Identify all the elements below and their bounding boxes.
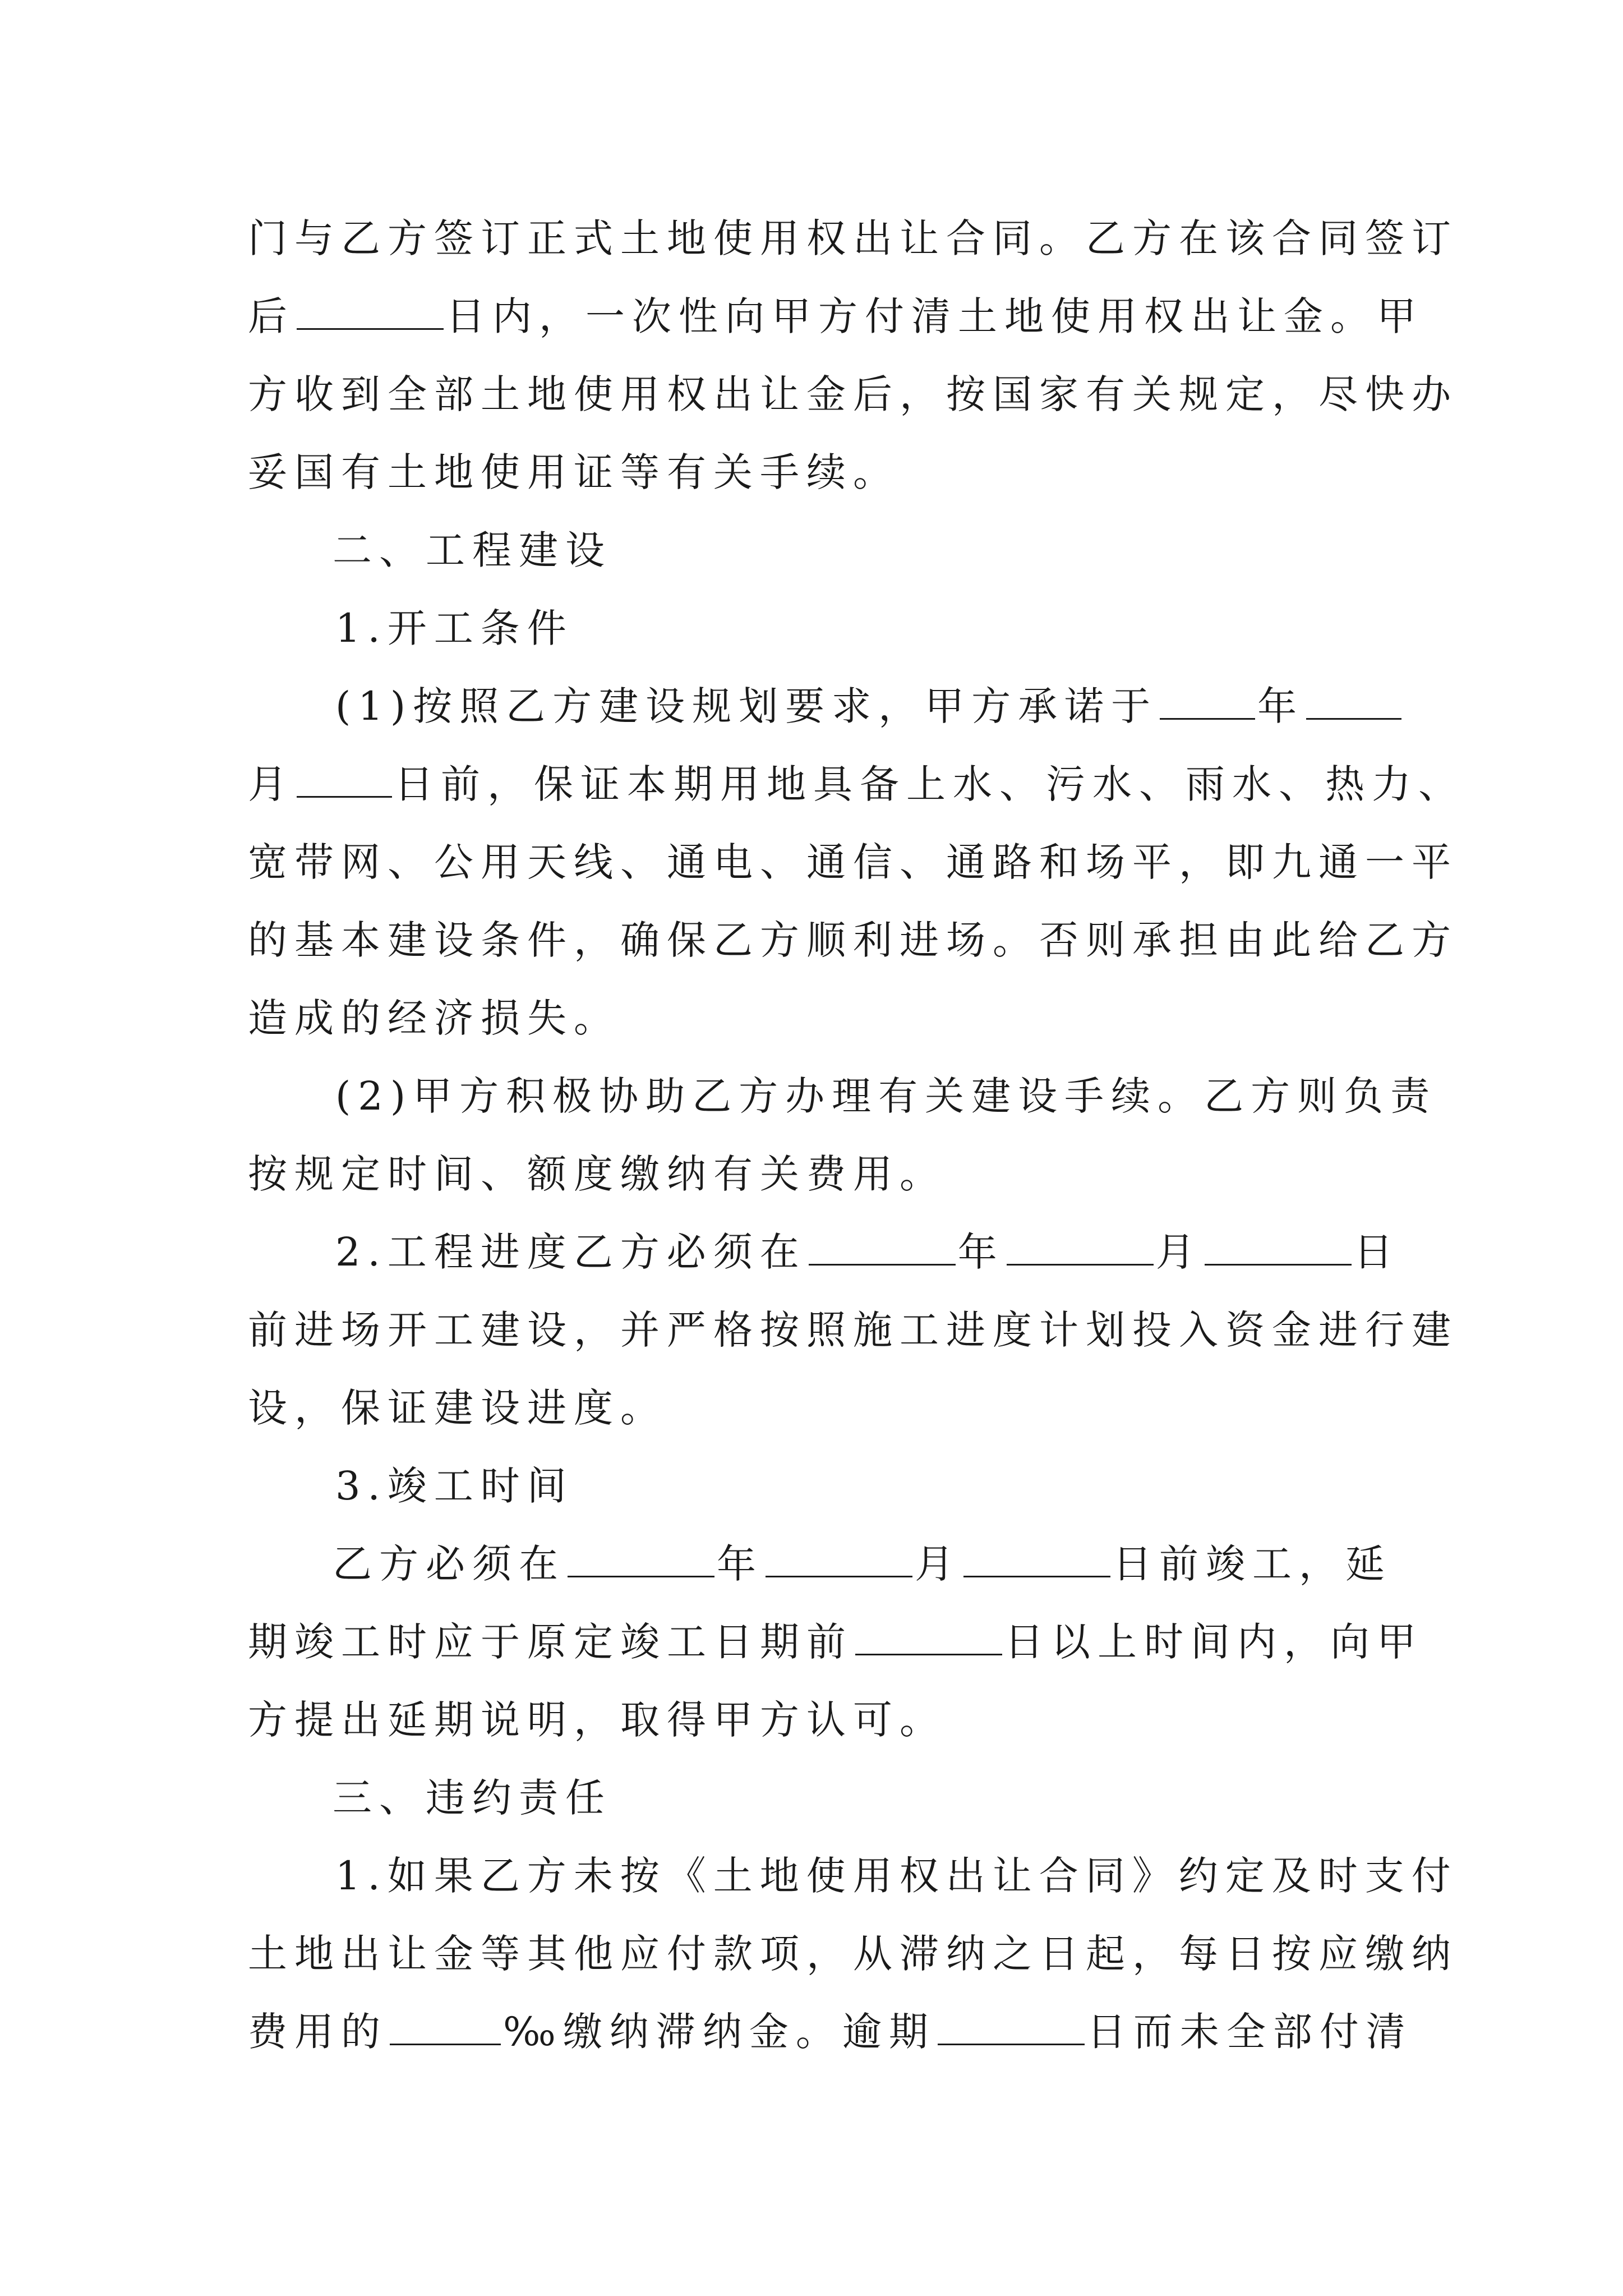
text-segment: (2)甲方积极协助乙方办理有关建设手续。乙方则负责 [335, 1073, 1437, 1119]
text-segment: 日前，保证本期用地具备上水、污水、雨水、热力、 [394, 761, 1465, 807]
fill-in-blank [766, 1542, 912, 1577]
fill-in-blank [1007, 1230, 1154, 1266]
fill-in-blank [297, 295, 444, 330]
text-line [248, 829, 1458, 896]
text-line [335, 1218, 1400, 1286]
fill-in-blank [568, 1542, 714, 1577]
text-line [248, 283, 1423, 350]
text-segment: 年 [957, 1229, 1004, 1275]
text-line [248, 751, 1465, 818]
text-line [248, 1920, 1458, 1987]
text-line [248, 1374, 667, 1442]
text-segment: 日前竣工，延 [1113, 1541, 1392, 1587]
section-heading [333, 1764, 612, 1832]
text-line [248, 439, 900, 506]
text-segment: 三、违约责任 [333, 1775, 612, 1821]
fill-in-blank [390, 2010, 501, 2045]
text-segment: 2.工程进度乙方必须在 [335, 1229, 806, 1275]
text-segment: 设，保证建设进度。 [248, 1385, 667, 1431]
text-segment: 3.竣工时间 [335, 1463, 574, 1509]
text-segment: 前进场开工建设，并严格按照施工进度计划投入资金进行建 [248, 1307, 1458, 1353]
text-segment: 按规定时间、额度缴纳有关费用。 [248, 1151, 946, 1197]
fill-in-blank [809, 1230, 956, 1266]
fill-in-blank [1306, 684, 1401, 720]
fill-in-blank [1160, 684, 1255, 720]
text-segment: 日以上时间内，向甲 [1004, 1619, 1423, 1665]
text-segment: 费用的 [248, 2009, 388, 2055]
text-segment: 乙方必须在 [333, 1541, 565, 1587]
text-segment: 月 [248, 761, 294, 807]
subsection-heading [335, 1452, 574, 1520]
text-segment: 方收到全部土地使用权出让金后，按国家有关规定，尽快办 [248, 371, 1458, 417]
text-line [248, 1608, 1423, 1676]
text-segment: 日 [1353, 1229, 1400, 1275]
text-segment: 月 [1155, 1229, 1202, 1275]
text-line [248, 1686, 946, 1754]
text-line [333, 1530, 1392, 1598]
text-segment: 月 [915, 1541, 961, 1587]
text-line [335, 1062, 1437, 1130]
subsection-heading [335, 595, 574, 662]
fill-in-blank [963, 1542, 1110, 1577]
text-segment: 1.如果乙方未按《土地使用权出让合同》约定及时支付 [335, 1853, 1458, 1899]
text-segment: 期竣工时应于原定竣工日期前 [248, 1619, 853, 1665]
text-segment: 1.开工条件 [335, 605, 574, 651]
text-line [335, 1842, 1458, 1910]
text-line [248, 205, 1458, 272]
text-segment: 土地出让金等其他应付款项，从滞纳之日起，每日按应缴纳 [248, 1931, 1458, 1977]
text-segment: 年 [1257, 683, 1304, 729]
fill-in-blank [297, 762, 392, 798]
text-segment: 妥国有土地使用证等有关手续。 [248, 449, 900, 495]
text-line [248, 1998, 1413, 2065]
text-segment: 方提出延期说明，取得甲方认可。 [248, 1697, 946, 1743]
text-line [248, 1140, 946, 1208]
text-line [335, 673, 1404, 740]
fill-in-blank [1205, 1230, 1352, 1266]
text-segment: 宽带网、公用天线、通电、通信、通路和场平，即九通一平 [248, 839, 1458, 885]
text-line [248, 361, 1458, 428]
text-segment: 二、工程建设 [333, 527, 612, 573]
text-segment: 造成的经济损失。 [248, 995, 620, 1041]
section-heading [333, 517, 612, 584]
text-segment: ‰缴纳滞纳金。逾期 [503, 2009, 935, 2055]
text-segment: 年 [717, 1541, 763, 1587]
text-line [248, 907, 1458, 974]
text-segment: 门与乙方签订正式土地使用权出让合同。乙方在该合同签订 [248, 215, 1458, 261]
fill-in-blank [855, 1620, 1002, 1655]
text-line [248, 1296, 1458, 1364]
text-segment: 后 [248, 293, 294, 339]
text-segment: 日而未全部付清 [1086, 2009, 1413, 2055]
text-segment: 的基本建设条件，确保乙方顺利进场。否则承担由此给乙方 [248, 917, 1458, 963]
text-line [248, 984, 620, 1052]
fill-in-blank [938, 2010, 1085, 2045]
text-segment: (1)按照乙方建设规划要求，甲方承诺于 [335, 683, 1158, 729]
text-segment: 日内，一次性向甲方付清土地使用权出让金。甲 [446, 293, 1423, 339]
